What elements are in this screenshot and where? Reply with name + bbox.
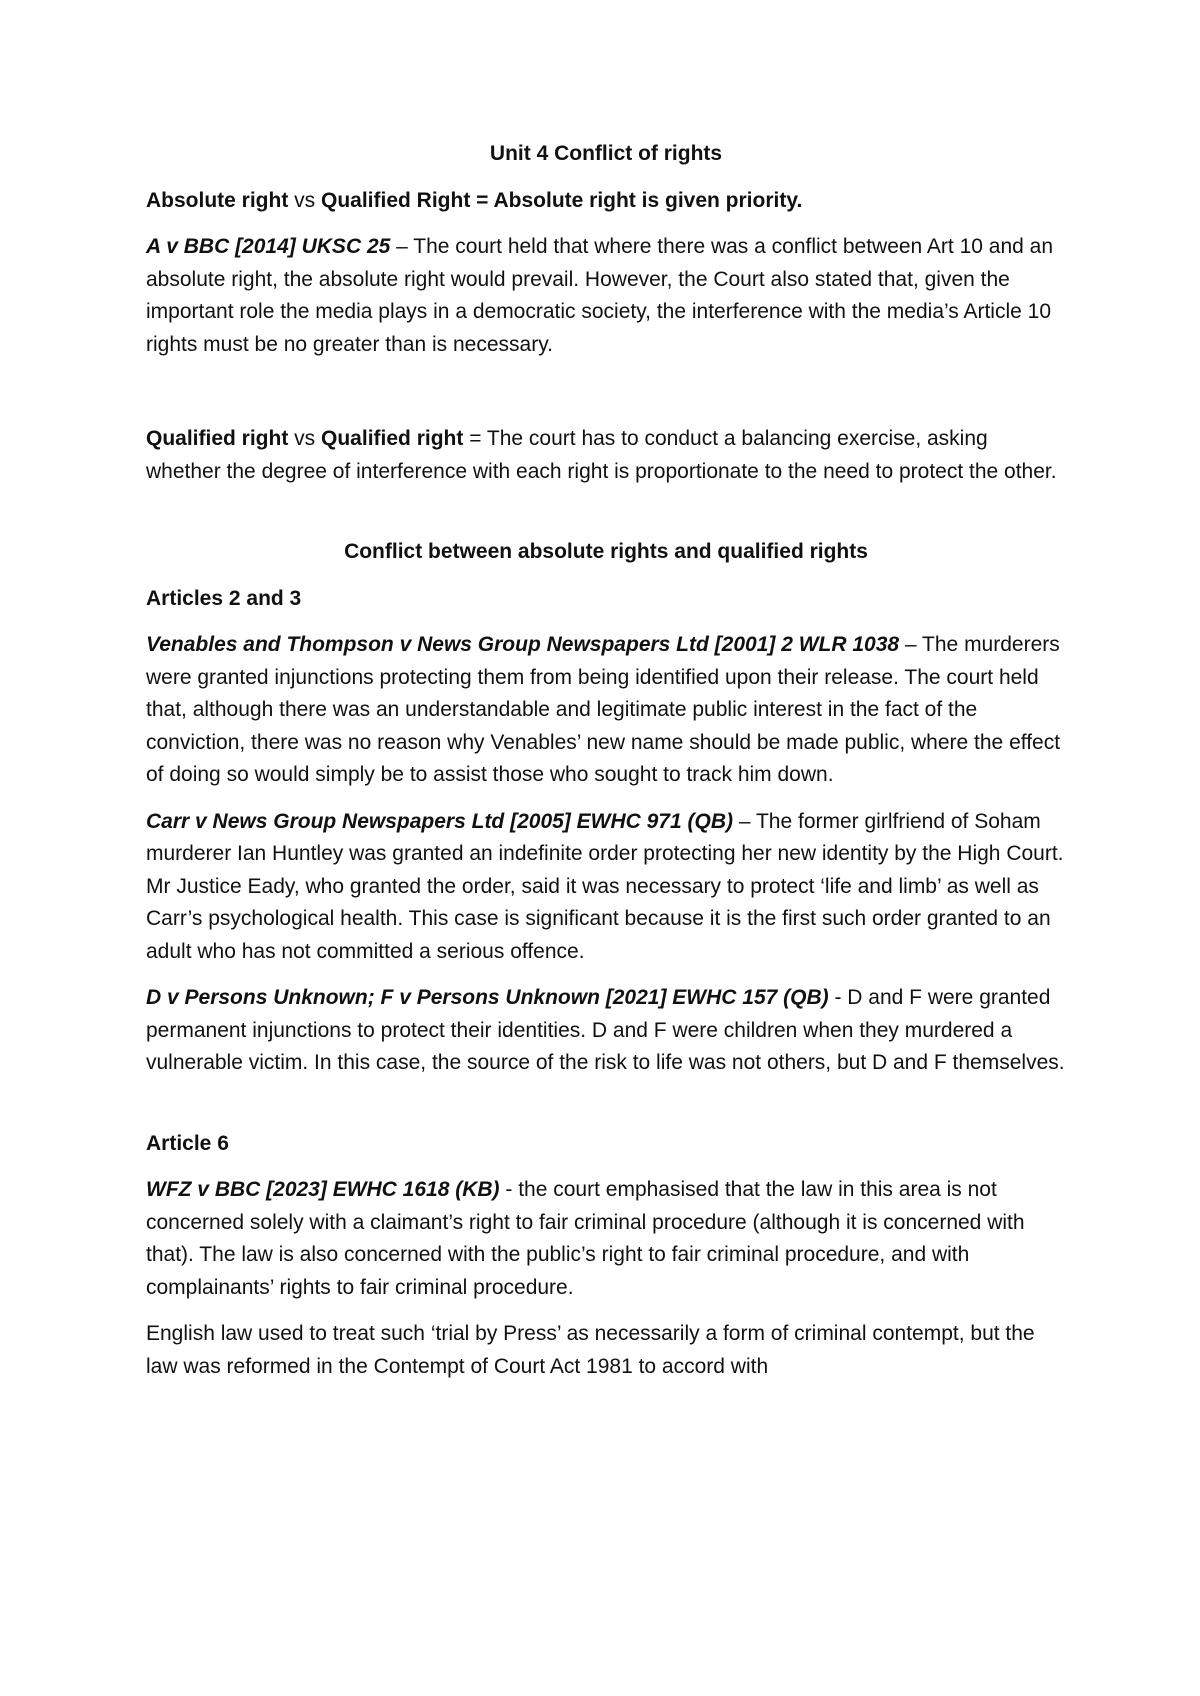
case-carr — [146, 806, 1066, 969]
rule2-part2: vs — [288, 427, 322, 450]
articles-2-3-heading: Articles 2 and 3 — [146, 586, 302, 610]
document-body — [146, 138, 1066, 1383]
rule1-part2: vs — [288, 188, 321, 212]
english-law-paragraph: English law used to treat such ‘trial by Press’ as necessarily a form of criminal contempt, but the law was reformed in the Contempt of Court Act 1981 to accord with — [146, 1322, 1035, 1378]
document-title: Unit 4 Conflict of rights — [489, 142, 723, 165]
case-citation: Venables and Thompson v News Group Newspapers Ltd [2001] 2 WLR 1038 — [146, 633, 900, 656]
case-d-and-f — [146, 982, 1066, 1080]
rule2-part3: Qualified right — [321, 427, 464, 450]
rule2-part1: Qualified right — [146, 427, 289, 450]
case-wfz — [146, 1174, 1066, 1304]
case-venables — [146, 629, 1066, 792]
case-text: - D and F were granted permanent injunctions to protect their identities. D and F were children when they murdered a vulnerable victim. In this case, the source of the risk to life was not others, but D and F themselves. — [146, 986, 1065, 1074]
case-citation: A v BBC [2014] UKSC 25 — [146, 235, 391, 258]
case-text: – The murderers were granted injunctions protecting them from being identified upon their release. The court held that, although there was an understandable and legitimate public interest in the fact of the conviction, there was no reason why Venables’ new name should be made public, where the effect of doing so would simply be to assist those who sought to track him down. — [146, 633, 1061, 786]
case-a-v-bbc — [146, 231, 1066, 361]
case-citation: WFZ v BBC [2023] EWHC 1618 (KB) — [146, 1178, 500, 1201]
case-citation: D v Persons Unknown; F v Persons Unknown [2021] EWHC 157 (QB) — [146, 986, 829, 1009]
section-heading: Conflict between absolute rights and qualified rights — [344, 540, 868, 563]
case-text: - the court emphasised that the law in this area is not concerned solely with a claimant’s right to fair criminal procedure (although it is concerned with that). The law is also concerned with the public’s right to fair criminal procedure, and with complainants’ rights to fair criminal procedure. — [146, 1178, 1025, 1299]
rule2-part4: = The court has to conduct a balancing exercise, asking whether the degree of interference with each right is proportionate to the need to protect the other. — [146, 427, 1057, 483]
case-text: – The former girlfriend of Soham murderer Ian Huntley was granted an indefinite order protecting her new identity by the High Court. Mr Justice Eady, who granted the order, said it was necessary to protect ‘life and limb’ as well as Carr’s psychological health. This case is significant because it is the first such order granted to an adult who has not committed a serious offence. — [146, 809, 1064, 963]
rule-absolute-vs-qualified — [146, 185, 1066, 218]
rule1-part1: Absolute right — [146, 188, 289, 212]
rule1-part3: Qualified Right = Absolute right is given priority. — [321, 188, 803, 212]
case-citation: Carr v News Group Newspapers Ltd [2005] EWHC 971 (QB) — [146, 809, 733, 833]
article-6-heading: Article 6 — [146, 1131, 229, 1155]
rule-qualified-vs-qualified — [146, 423, 1066, 488]
case-text: – The court held that where there was a conflict between Art 10 and an absolute right, the absolute right would prevail. However, the Court also stated that, given the important role the media plays in a democratic society, the interference with the media’s Article 10 rights must be no greater than is necessary. — [146, 235, 1054, 356]
